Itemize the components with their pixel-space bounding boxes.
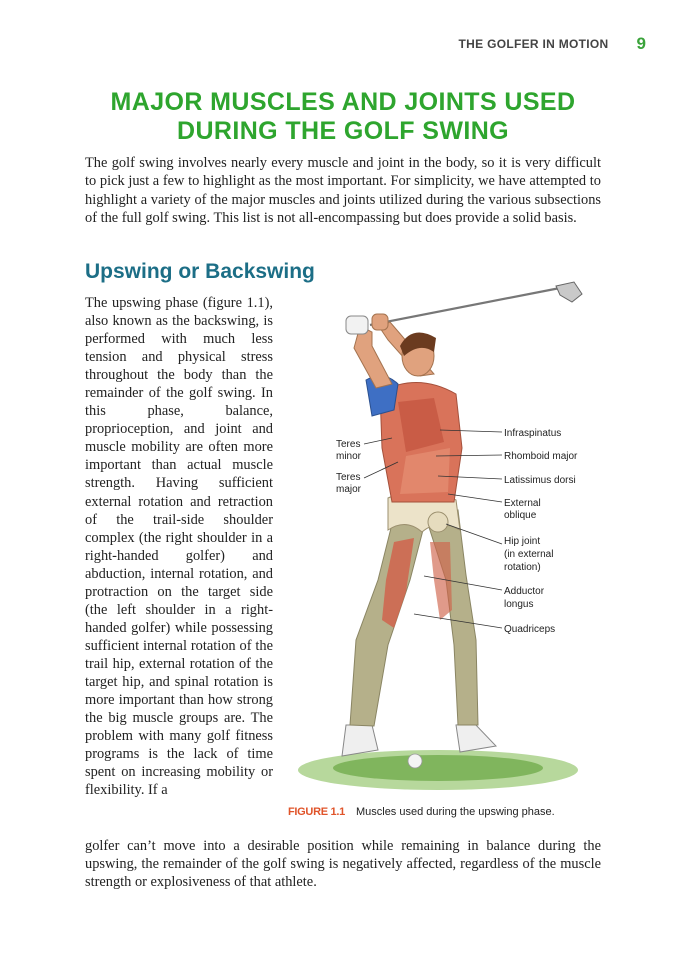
label-hip-joint-2: (in external — [504, 549, 554, 560]
label-infraspinatus: Infraspinatus — [504, 428, 562, 439]
label-teres-major-1: Teres — [336, 472, 361, 483]
figure-1-1 — [288, 280, 600, 800]
running-head — [459, 34, 646, 54]
golf-ball-icon — [408, 754, 422, 768]
intro-paragraph: The golf swing involves nearly every muscle and joint in the body, so it is very difficult to pick just a few to highlight as the most important. For simplicity, we have attempted to highlight a variety of the major muscles and joints utilized during the various subsections of the full golf swing. This list is not all-encompassing but does provide a solid basis. — [85, 155, 601, 227]
running-head-title: THE GOLFER IN MOTION — [458, 37, 609, 51]
figure-number: FIGURE 1.1 — [288, 806, 345, 818]
figure-caption-text: Muscles used during the upswing phase. — [355, 806, 555, 818]
golfer-muscle-illustration — [288, 280, 600, 800]
body-full-paragraph: golfer can’t move into a desirable position while remaining in balance during the upswing, the remainder of the golf swing is negatively affected, regardless of the muscle strength or explosiveness of that athlete. — [85, 838, 601, 891]
label-hip-joint-3: rotation) — [504, 562, 541, 573]
page-number: 9 — [636, 34, 646, 53]
body-column-paragraph: The upswing phase (figure 1.1), also known as the backswing, is performed with much less tension and physical stress throughout the body than the remainder of the golf swing. In this phase, balance, proprioception, and joint and muscle mobility are often more important than actual muscle strength. Having sufficient external rotation and retraction of the trail-side shoulder complex (the right shoulder in a right-handed golfer) and abduction, internal rotation, and protraction on the target side (the left shoulder in a right-handed golfer) while possessing sufficient internal rotation of the trail hip, external rotation of the target hip, and spinal rotation is more important than how strong the big muscle groups are. The problem with many golf fitness programs is the lack of time spent on increasing mobility or flexibility. If a — [85, 295, 273, 799]
label-adductor-longus-2: longus — [504, 599, 534, 610]
label-teres-major-2: major — [336, 484, 362, 495]
section-heading: Upswing or Backswing — [85, 260, 315, 283]
label-hip-joint-1: Hip joint — [504, 536, 541, 547]
figure-caption — [288, 806, 555, 818]
page-title-line-1: MAJOR MUSCLES AND JOINTS USED — [110, 88, 576, 116]
label-teres-minor-1: Teres — [336, 439, 361, 450]
page-title-line-2: DURING THE GOLF SWING — [177, 117, 509, 145]
label-teres-minor-2: minor — [336, 451, 362, 462]
label-adductor-longus-1: Adductor — [504, 586, 545, 597]
label-external-oblique-2: oblique — [504, 510, 537, 521]
label-latissimus-dorsi: Latissimus dorsi — [504, 475, 576, 486]
label-quadriceps: Quadriceps — [504, 624, 556, 635]
label-rhomboid-major: Rhomboid major — [504, 451, 578, 462]
label-external-oblique-1: External — [504, 498, 541, 509]
page-title — [0, 88, 686, 146]
